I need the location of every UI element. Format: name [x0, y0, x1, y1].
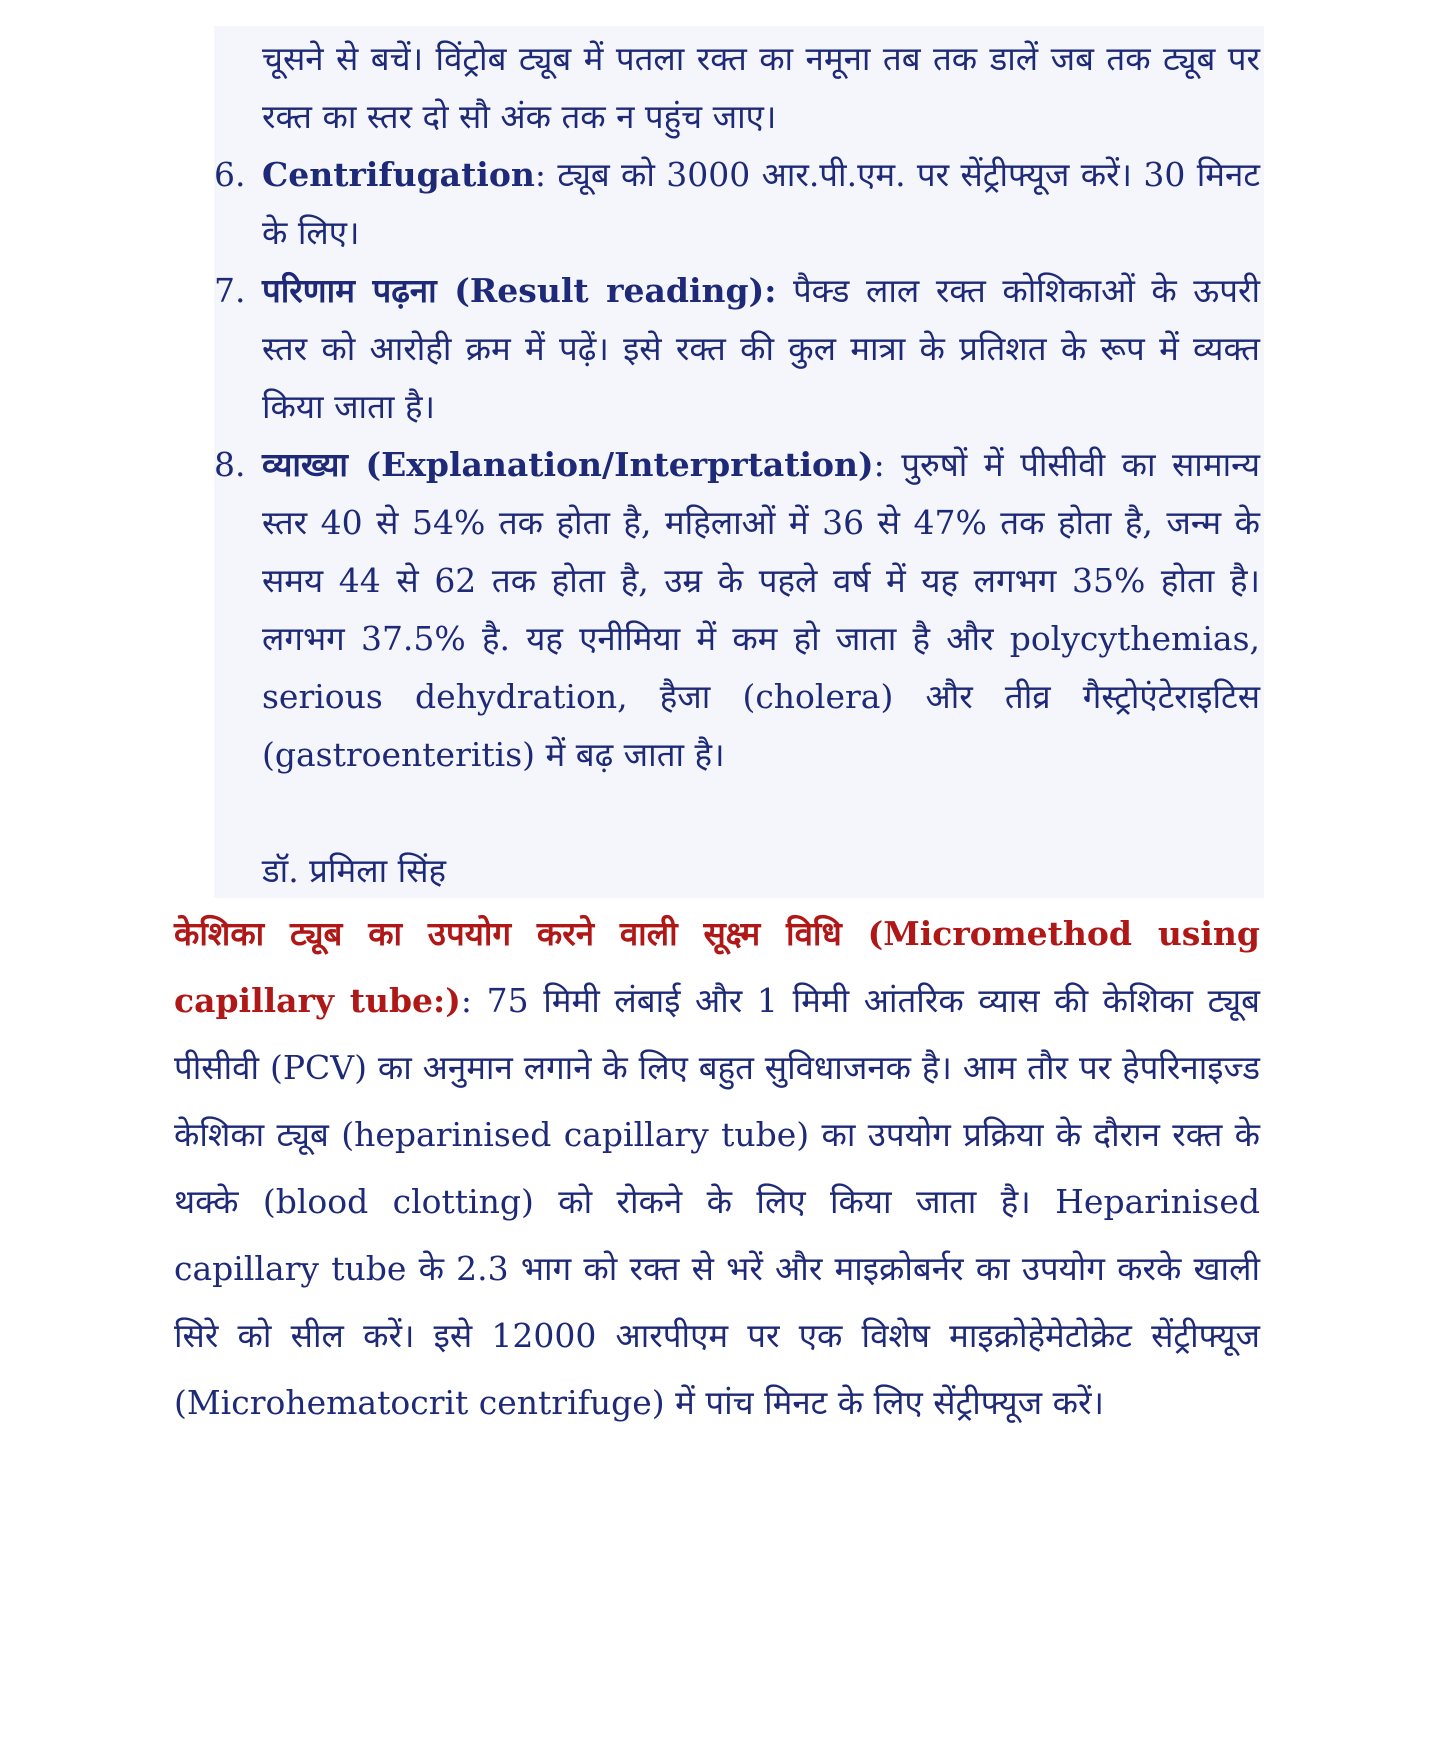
list-item-8 — [214, 436, 1260, 784]
list-item-number: 6. — [214, 155, 246, 194]
list-item-body — [262, 436, 1260, 784]
author-name: डॉ. प्रमिला सिंह — [262, 851, 447, 890]
section-heading: केशिका ट्यूब का उपयोग करने वाली सूक्ष्म विधि (Micromethod using capillary tube:) — [174, 914, 1260, 1020]
list-item-7 — [214, 262, 1260, 436]
list-item-text: : पुरुषों में पीसीवी का सामान्य स्तर 40 से 54% तक होता है, महिलाओं में 36 से 47% तक होता है, जन्म के समय 44 से 62 तक होता है, उम्र के पहले वर्ष में यह लगभग 35% होता है। लगभग 37.5% है. यह एनीमिया में कम हो जाता है और polycythemias, serious dehydration, हैजा (cholera) और तीव्र गैस्ट्रोएंटेराइटिस (gastroenteritis) में बढ़ जाता है। — [262, 445, 1260, 774]
list-item-heading: व्याख्या (Explanation/Interprtation) — [262, 445, 874, 484]
list-item-number: 8. — [214, 445, 246, 484]
list-item-text: पैक्ड लाल रक्त कोशिकाओं के ऊपरी स्तर को आरोही क्रम में पढ़ें। इसे रक्त की कुल मात्रा के प्रतिशत के रूप में व्यक्त किया जाता है। — [262, 271, 1261, 426]
list-item-body — [262, 262, 1260, 436]
list-item-heading: परिणाम पढ़ना (Result reading): — [262, 271, 777, 310]
list-item-heading: Centrifugation — [262, 155, 535, 194]
list-item-text: : ट्यूब को 3000 आर.पी.एम. पर सेंट्रीफ्यूज करें। 30 मिनट के लिए। — [262, 155, 1260, 252]
list-item-6 — [214, 146, 1260, 262]
micromethod-paragraph — [174, 900, 1260, 1436]
list-item-body — [262, 146, 1260, 262]
continuation-paragraph: चूसने से बचें। विंट्रोब ट्यूब में पतला रक्त का नमूना तब तक डालें जब तक ट्यूब पर रक्त का स्तर दो सौ अंक तक न पहुंच जाए। — [262, 39, 1260, 136]
list-item-number: 7. — [214, 271, 246, 310]
section-text: : 75 मिमी लंबाई और 1 मिमी आंतरिक व्यास की केशिका ट्यूब पीसीवी (PCV) का अनुमान लगाने के लिए बहुत सुविधाजनक है। आम तौर पर हेपरिनाइज्ड केशिका ट्यूब (heparinised capillary tube) का उपयोग प्रक्रिया के दौरान रक्त के थक्के (blood clotting) को रोकने के लिए किया जाता है। Heparinised capillary tube के 2.3 भाग को रक्त से भरें और माइक्रोबर्नर का उपयोग करके खाली सिरे को सील करें। इसे 12000 आरपीएम पर एक विशेष माइक्रोहेमेटोक्रेट सेंट्रीफ्यूज (Microhematocrit centrifuge) में पांच मिनट के लिए सेंट्रीफ्यूज करें। — [174, 981, 1260, 1422]
